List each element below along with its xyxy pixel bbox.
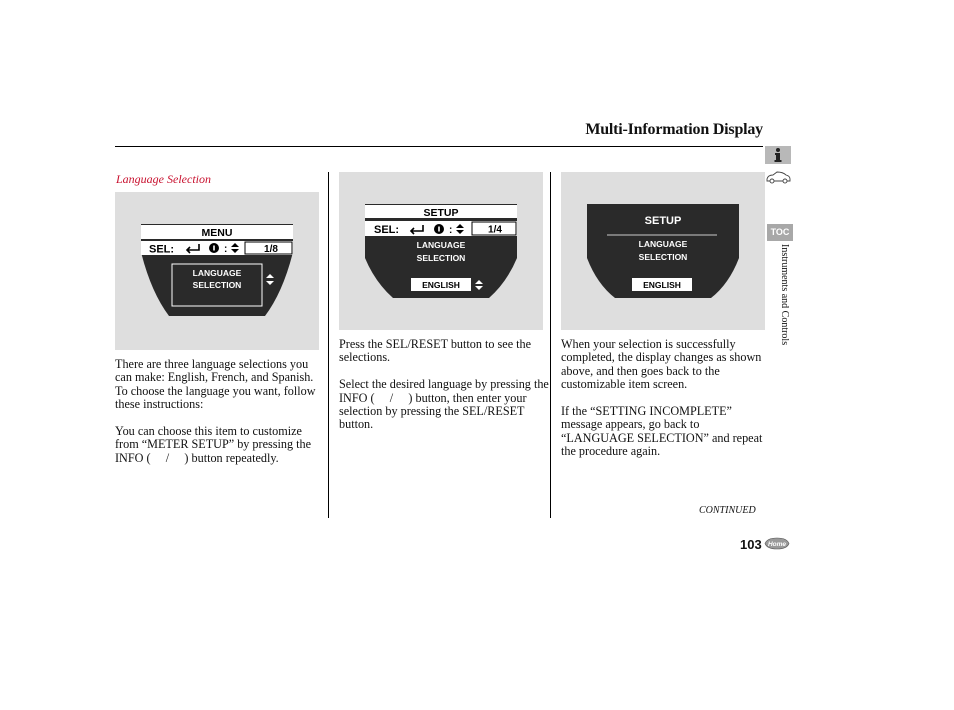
display-header: MENU (201, 227, 233, 239)
paragraph: If the “SETTING INCOMPLETE” message appears, go back to “LANGUAGE SELECTION” and repeat the procedure again. (561, 404, 763, 459)
info-icon-bar (438, 227, 440, 232)
item-line-1: LANGUAGE (416, 240, 466, 250)
item-line-1: LANGUAGE (638, 239, 688, 249)
info-icon-bar (213, 246, 215, 251)
display-header: SETUP (644, 215, 682, 227)
display-header: SETUP (423, 207, 459, 219)
counter-text: 1/8 (264, 244, 278, 255)
page-title: Multi-Information Display (585, 121, 763, 138)
item-line-1: LANGUAGE (192, 268, 242, 278)
page-number: 103 (740, 537, 762, 552)
display-illustration-setup (339, 172, 543, 330)
item-line-2: SELECTION (192, 280, 242, 290)
counter-text: 1/4 (488, 224, 502, 236)
sel-label: SEL: (149, 243, 175, 256)
colon-glyph: : (449, 225, 453, 236)
column-divider-1 (328, 172, 329, 518)
option-text: ENGLISH (422, 280, 460, 290)
item-line-2: SELECTION (416, 253, 466, 263)
option-text: ENGLISH (643, 280, 681, 290)
info-tab[interactable] (765, 146, 791, 164)
section-heading: Language Selection (116, 172, 211, 186)
confirm-display-svg (561, 172, 765, 330)
column-divider-2 (550, 172, 551, 518)
continued-label: CONTINUED (699, 505, 756, 516)
sel-label: SEL: (374, 224, 400, 236)
title-rule (115, 146, 763, 147)
display-illustration-confirm (561, 172, 765, 330)
toc-button[interactable]: TOC (767, 224, 793, 241)
home-label: Home (767, 541, 787, 548)
car-tab[interactable] (765, 168, 791, 186)
column-1-text (115, 358, 327, 479)
paragraph: Select the desired language by pressing the INFO ( / ) button, then enter your selection by pressing the SEL/RESET button. (339, 377, 549, 432)
column-3-text (561, 338, 763, 472)
section-side-label (778, 244, 790, 374)
paragraph: There are three language selections you can make: English, French, and Spanish. To choose the language you want, follow these instructions: (115, 357, 316, 412)
colon-glyph: : (224, 244, 228, 255)
section-side-label-text: Instruments and Controls (779, 244, 790, 346)
paragraph: You can choose this item to customize from “METER SETUP” by pressing the INFO ( / ) button repeatedly. (115, 424, 311, 465)
setup-display-svg (339, 172, 543, 330)
display-illustration-menu (115, 192, 319, 350)
home-button[interactable] (764, 537, 790, 550)
paragraph: Press the SEL/RESET button to see the selections. (339, 337, 532, 365)
column-2-text (339, 338, 549, 445)
info-i-icon (765, 146, 791, 164)
car-icon (765, 168, 791, 186)
item-line-2: SELECTION (638, 252, 688, 262)
paragraph: When your selection is successfully completed, the display changes as shown above, and then goes back to the customizable item screen. (561, 337, 762, 392)
home-icon (764, 537, 790, 550)
menu-display-svg (115, 192, 319, 350)
